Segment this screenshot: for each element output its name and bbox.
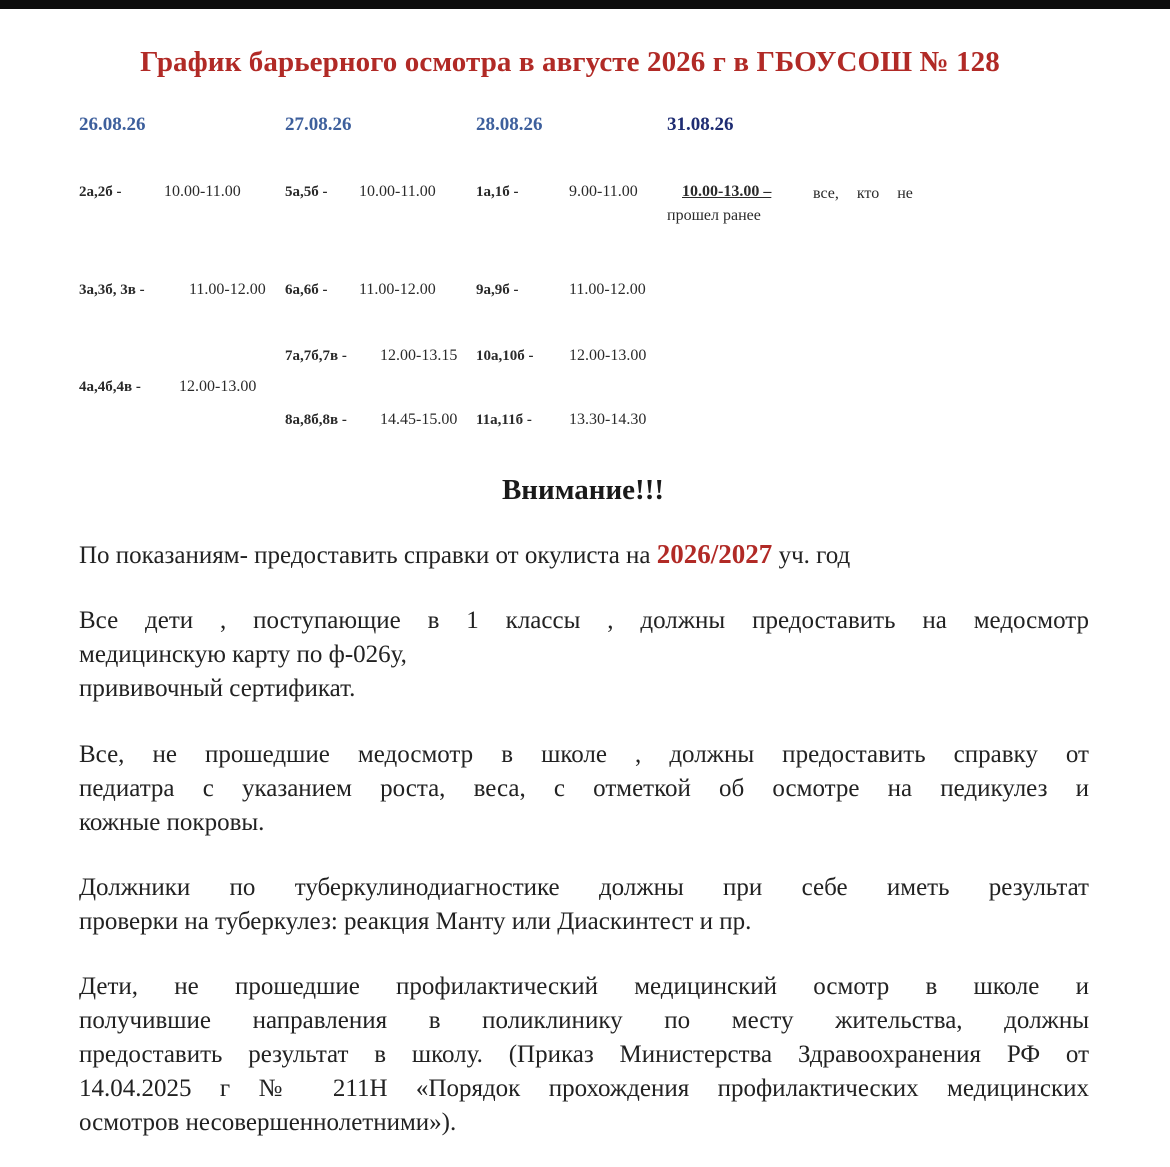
schedule-class: 6а,6б -	[285, 282, 328, 298]
schedule-class: 8а,8б,8в -	[285, 412, 347, 428]
attention-heading: Внимание!!!	[501, 474, 665, 506]
makeup-slot-note-2: прошел ранее	[667, 207, 761, 224]
schedule-time: 12.00-13.00	[179, 378, 257, 395]
schedule-time: 14.45-15.00	[380, 411, 458, 428]
schedule-class: 9а,9б -	[476, 282, 519, 298]
date-header-2: 27.08.26	[285, 114, 352, 135]
schedule-time: 9.00-11.00	[569, 183, 638, 200]
makeup-slot-note: все, кто не	[813, 185, 913, 202]
date-header-4: 31.08.26	[667, 114, 734, 135]
schedule-class: 1а,1б -	[476, 184, 519, 200]
schedule-time: 10.00-11.00	[164, 183, 241, 200]
paragraph-oculist: По показаниям- предоставить справки от окулиста на 2026/2027 уч. год	[79, 539, 851, 569]
schedule-class: 11а,11б -	[476, 412, 532, 428]
schedule-time: 12.00-13.00	[569, 347, 647, 364]
paragraph-pediatrician: Все, не прошедшие медосмотр в школе , должны предоставить справку от педиатра с указанием роста, веса, с отметкой об осмотре на педикулез и кожные покровы.	[79, 741, 1089, 836]
schedule-time: 12.00-13.15	[380, 347, 458, 364]
paragraph-preventive-exam: Дети, не прошедшие профилактический медицинский осмотр в школе и получившие направления в поликлинику по месту жительства, должны предоставить результат в школу. (Приказ Министерства Здравоохранения РФ от 14.04.2025 г № 211Н «Порядок прохождения профилактических медицинских осмотров несовершеннолетними»).	[79, 973, 1089, 1136]
top-border	[0, 0, 1170, 9]
schedule-class: 4а,4б,4в -	[79, 379, 141, 395]
document-title: График барьерного осмотра в августе 2026 г в ГБОУСОШ № 128	[140, 46, 1000, 78]
schedule-time: 10.00-11.00	[359, 183, 436, 200]
schedule-time: 11.00-12.00	[569, 281, 646, 298]
schedule-class: 2а,2б -	[79, 184, 122, 200]
paragraph-first-graders: Все дети , поступающие в 1 классы , должны предоставить на медосмотр медицинскую карту по ф-026у, прививочный сертификат.	[79, 607, 1089, 702]
schedule-class: 3а,3б, 3в -	[79, 282, 145, 298]
schedule-class: 5а,5б -	[285, 184, 328, 200]
paragraph-tuberculosis: Должники по туберкулинодиагностике должны при себе иметь результат проверки на туберкулез: реакция Манту или Диаскинтест и пр.	[79, 874, 1089, 935]
makeup-slot-time: 10.00-13.00 –	[682, 183, 772, 200]
schedule-class: 7а,7б,7в -	[285, 348, 347, 364]
schedule-time: 11.00-12.00	[189, 281, 266, 298]
date-header-3: 28.08.26	[476, 114, 543, 135]
schedule-time: 11.00-12.00	[359, 281, 436, 298]
date-header-1: 26.08.26	[79, 114, 146, 135]
schedule-class: 10а,10б -	[476, 348, 534, 364]
schedule-time: 13.30-14.30	[569, 411, 647, 428]
school-year: 2026/2027	[656, 539, 773, 569]
